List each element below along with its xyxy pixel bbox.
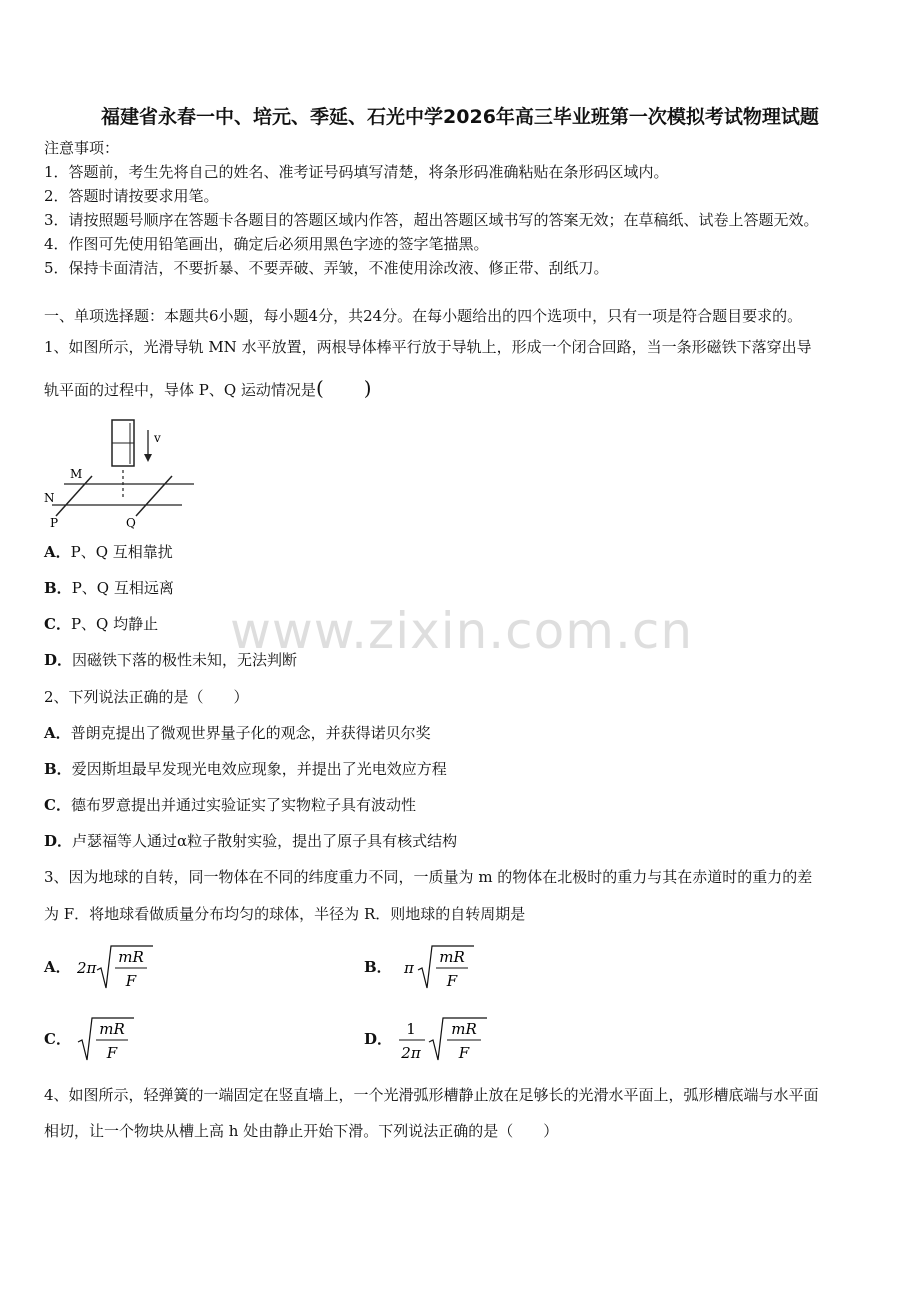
svg-text:F: F: [126, 972, 137, 990]
svg-text:2π: 2π: [77, 959, 97, 977]
notice-item: 1．答题前，考生先将自己的姓名、准考证号码填写清楚，将条形码准确粘贴在条形码区域内。: [44, 163, 669, 181]
question-1-stem-line1: 1、如图所示，光滑导轨 MN 水平放置，两根导体棒平行放于导轨上，形成一个闭合回路，当一条形磁铁下落穿出导: [44, 338, 812, 356]
q1-option-a: A．P、Q 互相靠扰: [44, 543, 173, 561]
label-P: P: [50, 516, 59, 530]
label-M: M: [70, 467, 83, 481]
q1-option-d: D．因磁铁下落的极性未知，无法判断: [44, 651, 298, 669]
svg-text:mR: mR: [98, 1020, 125, 1038]
q2-option-b: B．爱因斯坦最早发现光电效应现象，并提出了光电效应方程: [44, 760, 447, 778]
svg-text:F: F: [447, 972, 458, 990]
page-title: 福建省永春一中、培元、季延、石光中学2026年高三毕业班第一次模拟考试物理试题: [101, 106, 819, 128]
notice-item: 2．答题时请按要求用笔。: [44, 187, 219, 205]
svg-text:F: F: [106, 1044, 117, 1062]
q3-option-c: C． mR F: [44, 1014, 136, 1066]
answer-paren: ( ): [315, 376, 372, 400]
notice-item: 5．保持卡面清洁，不要折暴、不要弄破、弄皱，不准使用涂改液、修正带、刮纸刀。: [44, 259, 609, 277]
velocity-label: v: [154, 431, 161, 445]
svg-text:1: 1: [406, 1020, 416, 1038]
svg-text:mR: mR: [439, 948, 466, 966]
question-4-stem-line1: 4、如图所示，轻弹簧的一端固定在竖直墙上，一个光滑弧形槽静止放在足够长的光滑水平面上，弧形槽底端与水平面: [44, 1086, 819, 1104]
q2-option-d: D．卢瑟福等人通过α粒子散射实验，提出了原子具有核式结构: [44, 832, 458, 850]
notice-heading: 注意事项：: [44, 139, 120, 157]
svg-text:mR: mR: [118, 948, 145, 966]
notice-item: 3．请按照题号顺序在答题卡各题目的答题区域内作答，超出答题区域书写的答案无效；在草稿纸、试卷上答题无效。: [44, 211, 819, 229]
q1-option-c: C．P、Q 均静止: [44, 615, 159, 633]
q3-option-a: A． 2π mR F: [44, 942, 155, 994]
svg-text:mR: mR: [451, 1020, 477, 1038]
q1-option-b: B．P、Q 互相远离: [44, 579, 174, 597]
question-3-stem-line2: 为 F．将地球看做质量分布均匀的球体，半径为 R．则地球的自转周期是: [44, 905, 526, 923]
notice-item: 4．作图可先使用铅笔画出，确定后必须用黑色字迹的签字笔描黑。: [44, 235, 489, 253]
svg-text:2π: 2π: [401, 1044, 421, 1062]
watermark: www.zixin.com.cn: [230, 602, 694, 660]
q3-option-d: D． 1 2π mR F: [364, 1014, 497, 1066]
svg-text:F: F: [458, 1044, 470, 1062]
q2-option-a: A．普朗克提出了微观世界量子化的观念，并获得诺贝尔奖: [44, 724, 431, 742]
label-Q: Q: [126, 516, 136, 530]
question-4-stem-line2: 相切，让一个物块从槽上高 h 处由静止开始下滑。下列说法正确的是（ ）: [44, 1122, 559, 1140]
label-N: N: [44, 491, 55, 505]
question-3-stem-line1: 3、因为地球的自转，同一物体在不同的纬度重力不同，一质量为 m 的物体在北极时的重力与其在赤道时的重力的差: [44, 868, 813, 886]
question-1-stem-line2: 轨平面的过程中，导体 P、Q 运动情况是( ): [44, 376, 372, 400]
magnet-rail-diagram: [44, 418, 204, 537]
q3-option-b: B． π mR F: [364, 942, 476, 994]
question-2-stem: 2、下列说法正确的是（ ）: [44, 688, 249, 706]
section-heading: 一、单项选择题：本题共6小题，每小题4分，共24分。在每小题给出的四个选项中，只有一项是符合题目要求的。: [44, 307, 803, 325]
svg-text:π: π: [404, 959, 415, 977]
q2-option-c: C．德布罗意提出并通过实验证实了实物粒子具有波动性: [44, 796, 416, 814]
